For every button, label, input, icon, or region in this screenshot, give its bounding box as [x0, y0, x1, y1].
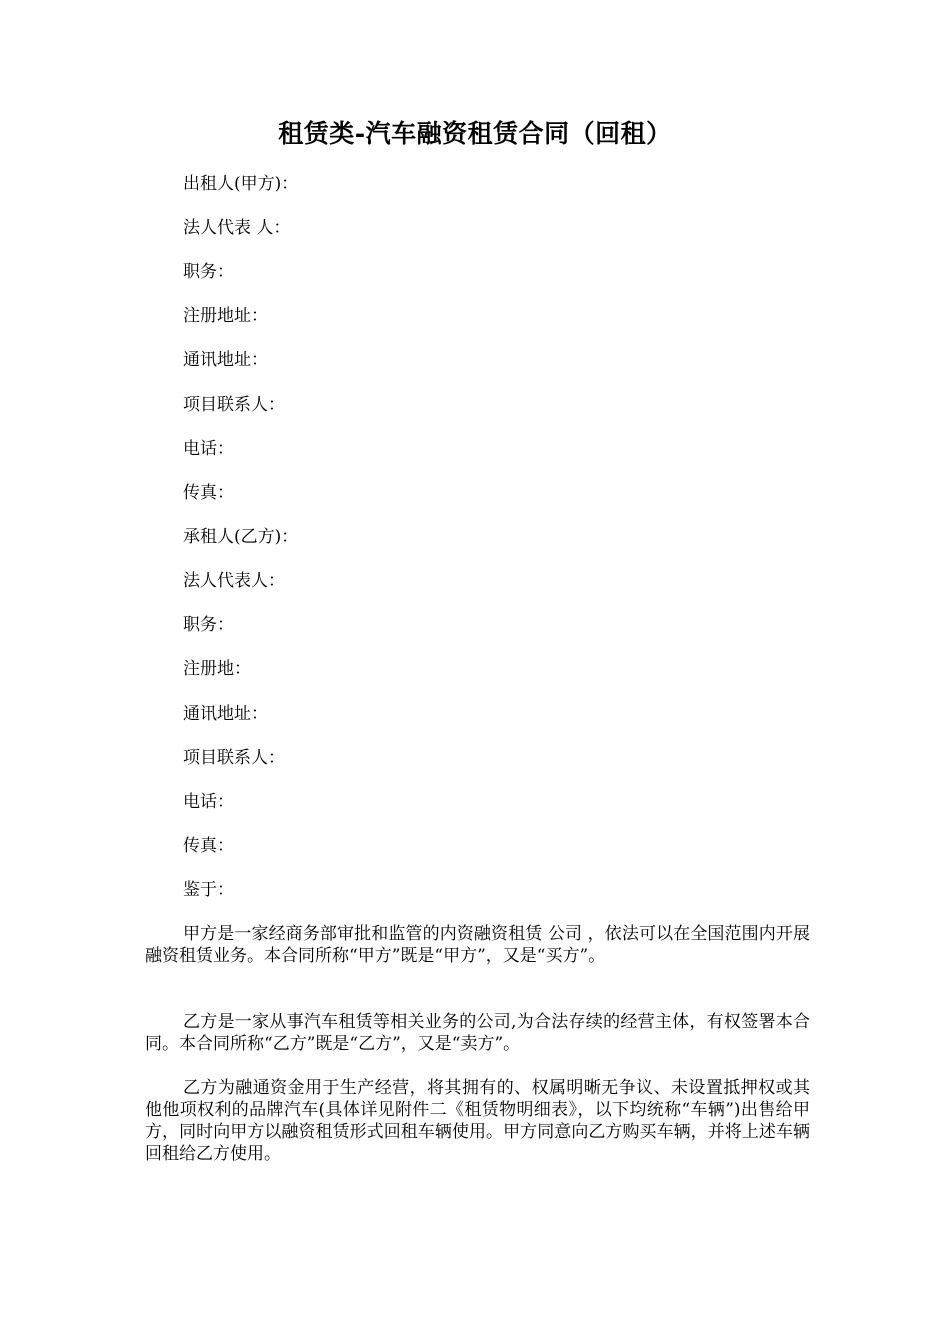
lessor-field: 法人代表 人：: [183, 218, 291, 238]
lessee-field: 传真：: [183, 836, 234, 856]
lessor-field: 项目联系人：: [183, 395, 285, 415]
lessee-field: 通讯地址：: [183, 704, 268, 724]
whereas-paragraph: 乙方是一家从事汽车租赁等相关业务的公司,为合法存续的经营主体，有权签署本合同。本合同所称“乙方”既是“乙方”，又是“卖方”。: [145, 1012, 810, 1054]
whereas-paragraph: 甲方是一家经商务部审批和监管的内资融资租赁 公司 ，依法可以在全国范围内开展融资租赁业务。本合同所称“甲方”既是“甲方”，又是“买方”。: [145, 924, 810, 966]
lessor-field: 注册地址：: [183, 306, 268, 326]
lessee-field: 项目联系人：: [183, 748, 285, 768]
lessee-field: 承租人(乙方)：: [183, 527, 299, 547]
document-title: 租赁类-汽车融资租赁合同（回租）: [278, 119, 672, 148]
lessor-field: 职务：: [183, 262, 234, 282]
lessee-field: 职务：: [183, 615, 234, 635]
whereas-paragraph: 乙方为融通资金用于生产经营，将其拥有的、权属明晰无争议、未设置抵押权或其他他项权利的品牌汽车(具体详见附件二《租赁物明细表》，以下均统称“车辆”)出售给甲方，同时向甲方以融资租赁形式回租车辆使用。甲方同意向乙方购买车辆，并将上述车辆回租给乙方使用。: [145, 1078, 810, 1164]
lessee-field: 电话：: [183, 792, 234, 812]
whereas-label: 鉴于：: [183, 880, 234, 900]
lessor-field: 传真：: [183, 483, 234, 503]
lessee-field: 注册地：: [183, 659, 251, 679]
lessee-field: 法人代表人：: [183, 571, 285, 591]
lessor-field: 通讯地址：: [183, 350, 268, 370]
lessor-field: 电话：: [183, 439, 234, 459]
lessor-field: 出租人(甲方)：: [183, 174, 299, 194]
